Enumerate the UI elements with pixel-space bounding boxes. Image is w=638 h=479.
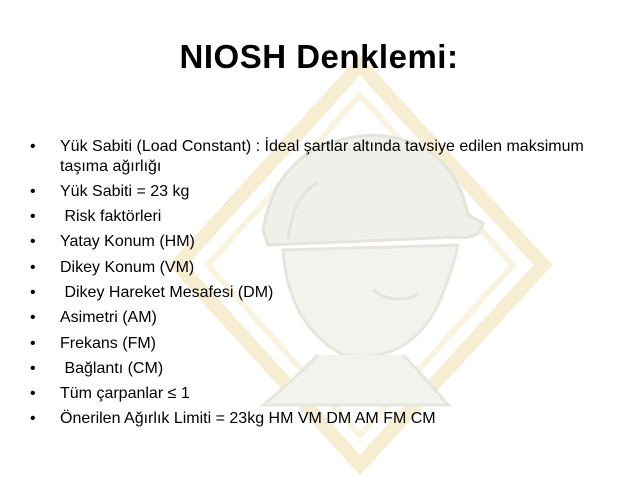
bullet-symbol: • — [30, 309, 36, 327]
bullet-item — [30, 207, 620, 227]
bullet-text: Asimetri (AM) — [60, 309, 157, 327]
bullet-symbol: • — [30, 359, 36, 377]
bullet-symbol: • — [30, 410, 36, 428]
bullet-text: Yatay Konum (HM) — [60, 233, 195, 251]
bullet-text: Dikey Konum (VM) — [60, 258, 195, 276]
bullet-symbol: • — [30, 233, 36, 251]
bullet-item — [30, 359, 620, 379]
bullet-item — [30, 232, 620, 252]
bullet-symbol: • — [30, 385, 36, 403]
bullet-item — [30, 334, 620, 354]
slide-title: NIOSH Denklemi: — [179, 38, 459, 75]
bullet-symbol: • — [30, 334, 36, 352]
bullet-item — [30, 258, 620, 278]
bullet-text: Yük Sabiti (Load Constant) : İdeal şartlar altında tavsiye edilen maksimum taşıma ağırlığı — [60, 138, 584, 175]
bullet-text: Bağlantı (CM) — [60, 359, 164, 377]
bullet-text: Frekans (FM) — [60, 334, 156, 352]
bullet-text: Dikey Hareket Mesafesi (DM) — [60, 283, 274, 301]
bullet-item — [30, 283, 620, 303]
bullet-item — [30, 182, 620, 202]
bullet-item — [30, 308, 620, 328]
bullet-text: Önerilen Ağırlık Limiti = 23kg HM VM DM AM FM CM — [60, 410, 436, 428]
bullet-list — [30, 137, 620, 435]
bullet-item — [30, 137, 620, 176]
bullet-symbol: • — [30, 283, 36, 301]
bullet-text: Risk faktörleri — [60, 208, 162, 226]
bullet-symbol: • — [30, 208, 36, 226]
bullet-item — [30, 384, 620, 404]
bullet-item — [30, 409, 620, 429]
bullet-text: Tüm çarpanlar ≤ 1 — [60, 385, 190, 403]
bullet-symbol: • — [30, 138, 36, 155]
bullet-text: Yük Sabiti = 23 kg — [60, 182, 190, 200]
bullet-symbol: • — [30, 258, 36, 276]
bullet-symbol: • — [30, 182, 36, 200]
